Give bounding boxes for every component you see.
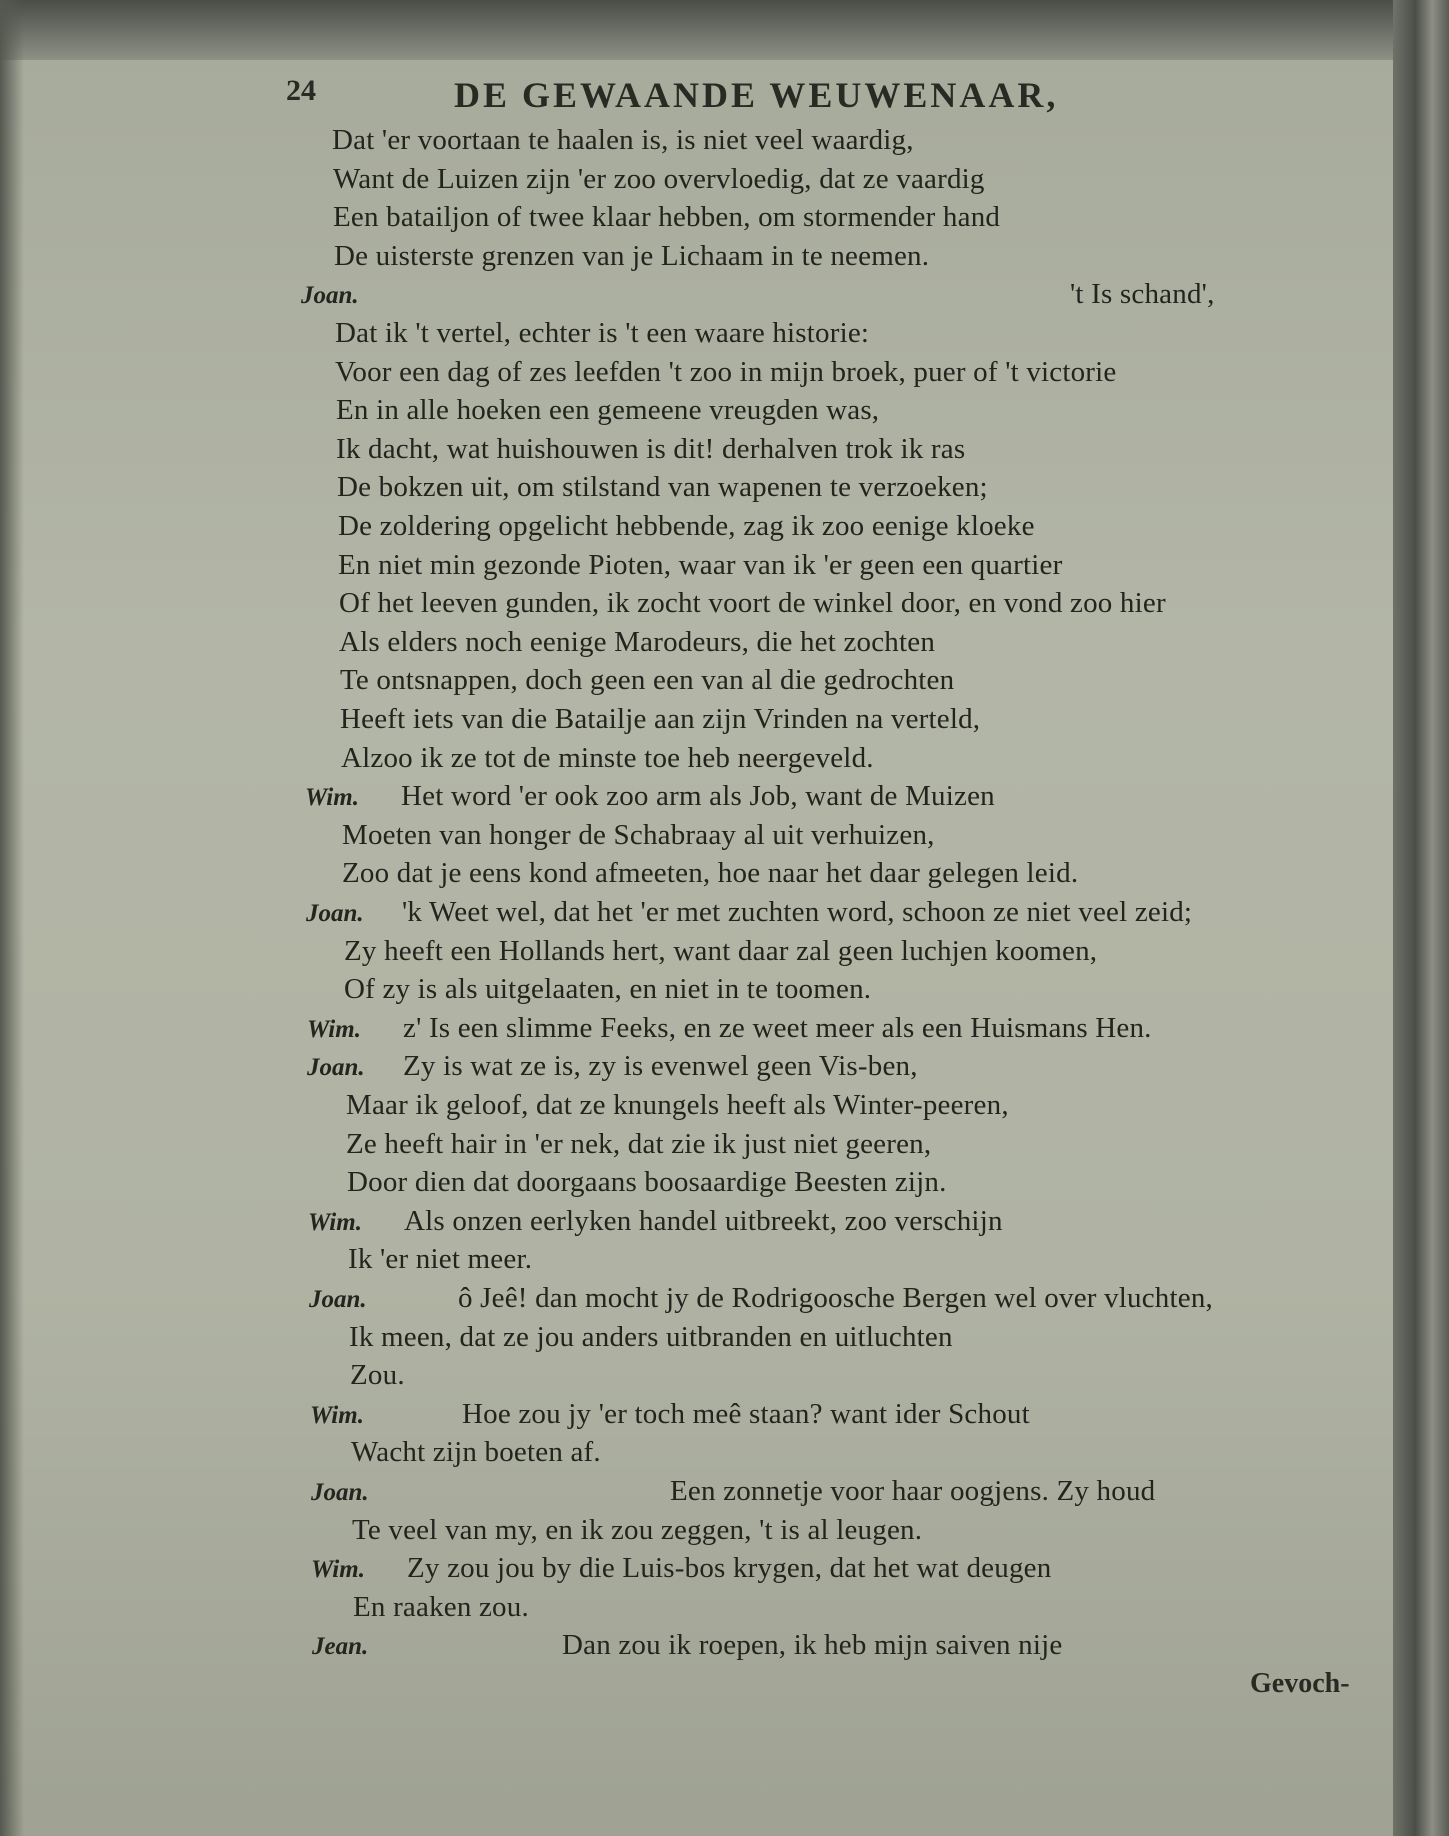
verse-text: Zy zou jou by die Luis-bos krygen, dat het wat deugen [407, 1552, 1052, 1584]
verse-line [0, 394, 1380, 432]
verse-text: De zoldering opgelicht hebbende, zag ik zoo eenige kloeke [338, 510, 1035, 542]
verse-text: Een zonnetje voor haar oogjens. Zy houd [670, 1475, 1156, 1507]
speaker-name: Jean. [312, 1633, 369, 1660]
verse-text: Ik 'er niet meer. [348, 1243, 533, 1275]
verse-line [0, 124, 1380, 162]
catchword: Gevoch- [1250, 1668, 1350, 1699]
verse-text: Te ontsnappen, doch geen een van al die gedrochten [340, 664, 955, 696]
verse-text: En niet min gezonde Pioten, waar van ik 'er geen een quartier [338, 549, 1063, 581]
verse-line [0, 433, 1380, 471]
verse-text: Zou. [350, 1359, 405, 1391]
verse-text: De bokzen uit, om stilstand van wapenen te verzoeken; [337, 471, 988, 503]
verse-text: En raaken zou. [353, 1591, 529, 1623]
verse-text: Wacht zijn boeten af. [351, 1436, 601, 1468]
verse-line [0, 471, 1380, 509]
verse-line [0, 163, 1380, 201]
verse-text: Heeft iets van die Batailje aan zijn Vrinden na verteld, [340, 703, 981, 735]
verse-text: Dat ik 't vertel, echter is 't een waare historie: [335, 317, 870, 349]
verse-line [0, 1359, 1380, 1397]
speaker-name: Joan. [307, 1054, 365, 1081]
verse-text: Maar ik geloof, dat ze knungels heeft als Winter-peeren, [346, 1089, 1009, 1121]
verse-text: Moeten van honger de Schabraay al uit verhuizen, [342, 819, 935, 851]
verse-line [0, 1166, 1380, 1204]
verse-text: En in alle hoeken een gemeene vreugden was, [336, 394, 880, 426]
verse-line [0, 1475, 1380, 1513]
verse-text: Of zy is als uitgelaaten, en niet in te toomen. [344, 973, 872, 1005]
page-number: 24 [286, 74, 316, 107]
verse-line [0, 240, 1380, 278]
verse-text: z' Is een slimme Feeks, en ze weet meer als een Huismans Hen. [403, 1012, 1152, 1044]
speaker-name: Wim. [308, 1209, 362, 1236]
verse-line [0, 1321, 1380, 1359]
verse-text: Het word 'er ook zoo arm als Job, want de Muizen [401, 780, 995, 812]
speaker-name: Wim. [311, 1556, 365, 1583]
verse-text: Door dien dat doorgaans boosaardige Beesten zijn. [347, 1166, 947, 1198]
verse-line [0, 935, 1380, 973]
speaker-name: Wim. [307, 1016, 361, 1043]
verse-line [0, 819, 1380, 857]
verse-text: De uisterste grenzen van je Lichaam in te neemen. [334, 240, 930, 272]
verse-line [0, 857, 1380, 895]
verse-text: Ik meen, dat ze jou anders uitbranden en uitluchten [349, 1321, 953, 1353]
verse-text: Als onzen eerlyken handel uitbreekt, zoo verschijn [404, 1205, 1003, 1237]
verse-text: Ik dacht, wat huishouwen is dit! derhalven trok ik ras [336, 433, 966, 465]
verse-text: Want de Luizen zijn 'er zoo overvloedig, dat ze vaardig [333, 163, 985, 195]
verse-line [0, 703, 1380, 741]
speaker-name: Joan. [306, 900, 364, 927]
verse-line [0, 1629, 1380, 1667]
speaker-name: Joan. [309, 1286, 367, 1313]
verse-line [0, 1089, 1380, 1127]
verse-text: Voor een dag of zes leefden 't zoo in mijn broek, puer of 't victorie [335, 356, 1117, 388]
verse-line [0, 742, 1380, 780]
verse-text: Zy is wat ze is, zy is evenwel geen Vis-ben, [403, 1050, 918, 1082]
verse-text: 'k Weet wel, dat het 'er met zuchten word, schoon ze niet veel zeid; [402, 896, 1193, 928]
verse-line [0, 1591, 1380, 1629]
verse-line [0, 1243, 1380, 1281]
verse-line [0, 356, 1380, 394]
verse-line [0, 587, 1380, 625]
running-title: DE GEWAANDE WEUWENAAR, [454, 75, 1059, 115]
verse-line [0, 278, 1380, 316]
speaker-name: Joan. [311, 1479, 369, 1506]
verse-text: Hoe zou jy 'er toch meê staan? want ider Schout [462, 1398, 1030, 1430]
verse-line [0, 664, 1380, 702]
verse-line [0, 549, 1380, 587]
verse-text: Te veel van my, en ik zou zeggen, 't is al leugen. [352, 1514, 923, 1546]
verse-text: Of het leeven gunden, ik zocht voort de winkel door, en vond zoo hier [339, 587, 1166, 619]
verse-line [0, 201, 1380, 239]
verse-line [0, 1552, 1380, 1590]
verse-text: Alzoo ik ze tot de minste toe heb neergeveld. [341, 742, 874, 774]
verse-text: Dat 'er voortaan te haalen is, is niet veel waardig, [332, 124, 914, 156]
verse-text: Zoo dat je eens kond afmeeten, hoe naar het daar gelegen leid. [342, 857, 1079, 889]
verse-text: Zy heeft een Hollands hert, want daar zal geen luchjen koomen, [344, 935, 1098, 967]
verse-line [0, 973, 1380, 1011]
verse-line [0, 1282, 1380, 1320]
verse-text: Als elders noch eenige Marodeurs, die het zochten [339, 626, 936, 658]
verse-line [0, 1050, 1380, 1088]
verse-text: 't Is schand', [1070, 278, 1215, 310]
verse-line [0, 1012, 1380, 1050]
speaker-name: Wim. [305, 784, 359, 811]
verse-line [0, 626, 1380, 664]
verse-line [0, 317, 1380, 355]
verse-line [0, 1436, 1380, 1474]
verse-line [0, 1128, 1380, 1166]
verse-text: Ze heeft hair in 'er nek, dat zie ik just niet geeren, [346, 1128, 932, 1160]
verse-line [0, 1205, 1380, 1243]
verse-line [0, 1398, 1380, 1436]
verse-line [0, 896, 1380, 934]
speaker-name: Joan. [301, 282, 359, 309]
verse-text: Dan zou ik roepen, ik heb mijn saiven nije [562, 1629, 1063, 1661]
verse-line [0, 510, 1380, 548]
verse-text: ô Jeê! dan mocht jy de Rodrigoosche Bergen wel over vluchten, [458, 1282, 1213, 1314]
verse-text: Een batailjon of twee klaar hebben, om stormender hand [333, 201, 1001, 233]
speaker-name: Wim. [310, 1402, 364, 1429]
verse-line [0, 1514, 1380, 1552]
verse-line [0, 780, 1380, 818]
